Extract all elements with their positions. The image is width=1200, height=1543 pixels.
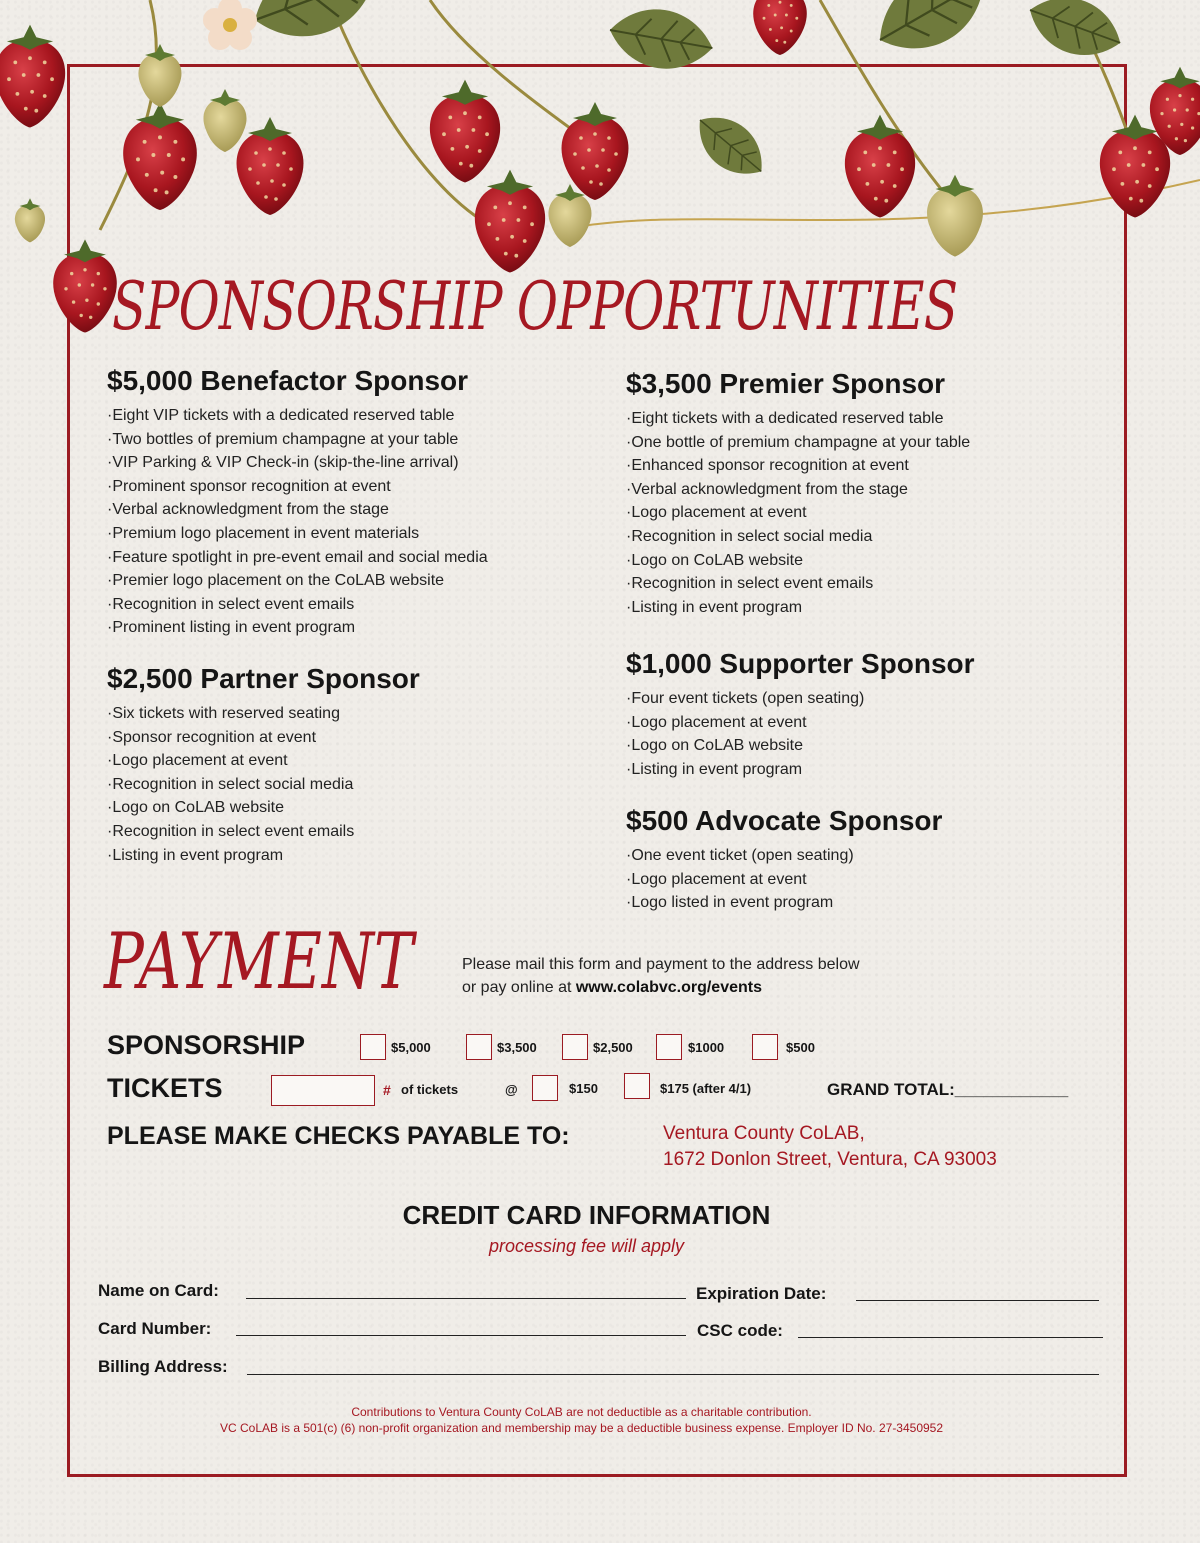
list-item: · Verbal acknowledgment from the stage [107, 498, 488, 522]
list-item: · Premier logo placement on the CoLAB website [107, 569, 488, 593]
sponsorship-label: SPONSORSHIP [107, 1030, 306, 1060]
list-item: · One bottle of premium champagne at your table [626, 431, 970, 455]
name-on-card-label: Name on Card: [98, 1281, 219, 1300]
tier-benefits [626, 844, 942, 915]
credit-card-subtitle: processing fee will apply [488, 1236, 685, 1256]
list-item: · Logo placement at event [626, 501, 970, 525]
list-item: · Prominent listing in event program [107, 616, 488, 640]
tier-heading: $5,000 Benefactor Sponsor [107, 365, 469, 396]
footer-disclaimer-1: Contributions to Ventura County CoLAB are not deductible as a charitable contribution. [351, 1405, 812, 1419]
list-item: · Recognition in select event emails [107, 820, 420, 844]
tier-advocate [626, 802, 942, 915]
list-item: · Logo on CoLAB website [107, 796, 420, 820]
tier-benefits [626, 687, 975, 781]
checks-payable-label: PLEASE MAKE CHECKS PAYABLE TO: [107, 1122, 570, 1150]
list-item: · Enhanced sponsor recognition at event [626, 454, 970, 478]
list-item: · Two bottles of premium champagne at your table [107, 428, 488, 452]
tier-benefits [626, 407, 970, 619]
list-item: · One event ticket (open seating) [626, 844, 942, 868]
billing-address-field[interactable] [247, 1374, 1099, 1375]
tier-premier [626, 365, 970, 619]
list-item: · Listing in event program [626, 758, 975, 782]
mail-line-2-prefix: or pay online at [462, 979, 576, 996]
list-item: · Logo on CoLAB website [626, 549, 970, 573]
list-item: · Recognition in select social media [626, 525, 970, 549]
ticket-hash-symbol: # [383, 1082, 391, 1098]
list-item: · Recognition in select event emails [107, 593, 488, 617]
checkbox-label: $2,500 [593, 1040, 633, 1055]
tier-heading: $500 Advocate Sponsor [626, 805, 943, 836]
expiration-date-field[interactable] [856, 1300, 1099, 1301]
list-item: · Feature spotlight in pre-event email and social media [107, 546, 488, 570]
list-item: · Recognition in select social media [107, 773, 420, 797]
checkbox-label: $3,500 [497, 1040, 537, 1055]
payment-heading: PAYMENT [104, 917, 414, 1007]
checkbox-label: $150 [569, 1081, 598, 1096]
tier-benefactor [107, 362, 488, 640]
grand-total-field[interactable]: GRAND TOTAL:____________ [827, 1080, 1069, 1099]
tickets-label: TICKETS [107, 1073, 223, 1103]
sponsorship-2500-checkbox[interactable] [562, 1034, 588, 1060]
list-item: · Logo listed in event program [626, 891, 942, 915]
card-number-field[interactable] [236, 1335, 686, 1336]
checkbox-label: $5,000 [391, 1040, 431, 1055]
name-on-card-field[interactable] [246, 1298, 686, 1299]
list-item: · Four event tickets (open seating) [626, 687, 975, 711]
payee-line-1: Ventura County CoLAB, [663, 1123, 865, 1144]
list-item: · Logo on CoLAB website [626, 734, 975, 758]
tier-partner [107, 660, 420, 867]
list-item: · Verbal acknowledgment from the stage [626, 478, 970, 502]
payee-address [663, 1121, 997, 1173]
list-item: · Premium logo placement in event materials [107, 522, 488, 546]
tier-heading: $1,000 Supporter Sponsor [626, 648, 975, 679]
mail-instructions [462, 953, 860, 999]
list-item: · Listing in event program [107, 844, 420, 868]
list-item: · Recognition in select event emails [626, 572, 970, 596]
payee-line-2: 1672 Donlon Street, Ventura, CA 93003 [663, 1149, 997, 1170]
strawberry-flower-icon [203, 0, 257, 50]
list-item: · VIP Parking & VIP Check-in (skip-the-line arrival) [107, 451, 488, 475]
list-item: · Sponsor recognition at event [107, 726, 420, 750]
list-item: · Six tickets with reserved seating [107, 702, 420, 726]
csc-code-field[interactable] [798, 1337, 1103, 1338]
checkbox-label: $175 (after 4/1) [660, 1081, 752, 1096]
ticket-150-checkbox[interactable] [532, 1075, 558, 1101]
card-number-label: Card Number: [98, 1319, 212, 1338]
list-item: · Prominent sponsor recognition at event [107, 475, 488, 499]
list-item: · Eight VIP tickets with a dedicated reserved table [107, 404, 488, 428]
tier-benefits [107, 702, 420, 867]
tier-supporter [626, 645, 975, 781]
billing-address-label: Billing Address: [98, 1357, 228, 1376]
list-item: · Logo placement at event [626, 711, 975, 735]
footer-disclaimer-2: VC CoLAB is a 501(c) (6) non-profit organization and membership may be a deductible business expense. Employer ID No. 27-3450952 [219, 1421, 944, 1435]
list-item: · Listing in event program [626, 596, 970, 620]
sponsorship-3500-checkbox[interactable] [466, 1034, 492, 1060]
credit-card-heading: CREDIT CARD INFORMATION [402, 1200, 771, 1230]
list-item: · Logo placement at event [107, 749, 420, 773]
at-symbol: @ [505, 1082, 518, 1097]
list-item: · Eight tickets with a dedicated reserved table [626, 407, 970, 431]
ticket-count-input[interactable] [271, 1075, 375, 1106]
sponsorship-5000-checkbox[interactable] [360, 1034, 386, 1060]
tier-heading: $2,500 Partner Sponsor [107, 663, 420, 694]
sponsorship-1000-checkbox[interactable] [656, 1034, 682, 1060]
sponsorship-500-checkbox[interactable] [752, 1034, 778, 1060]
tickets-count-label: of tickets [401, 1082, 459, 1097]
mail-line-1: Please mail this form and payment to the address below [462, 956, 860, 973]
list-item: · Logo placement at event [626, 868, 942, 892]
expiration-date-label: Expiration Date: [696, 1284, 827, 1303]
csc-code-label: CSC code: [697, 1321, 783, 1340]
checkbox-label: $1000 [688, 1040, 725, 1055]
online-payment-link[interactable]: www.colabvc.org/events [575, 979, 762, 996]
ticket-175-checkbox[interactable] [624, 1073, 650, 1099]
tier-benefits [107, 404, 488, 640]
checkbox-label: $500 [786, 1040, 815, 1055]
page-title: SPONSORSHIP OPPORTUNITIES [112, 268, 958, 345]
tier-heading: $3,500 Premier Sponsor [626, 368, 946, 399]
